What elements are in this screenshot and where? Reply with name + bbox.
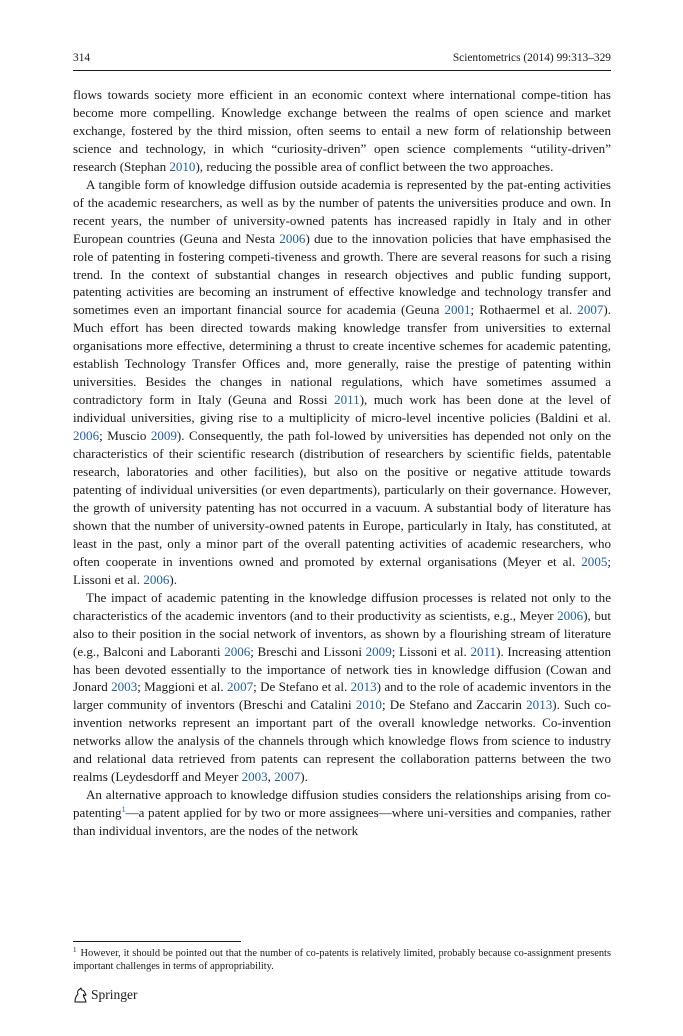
publisher-name: Springer bbox=[91, 987, 138, 1002]
text-run: ; Maggioni et al. bbox=[137, 679, 228, 695]
text-run: ), much work has been done at the level of individual universities, giving rise to a multiplicity of micro-level incentive policies (Baldini et al. bbox=[73, 392, 611, 426]
text-run: ), reducing the possible area of conflict between the two approaches. bbox=[195, 158, 554, 174]
citation-link[interactable]: 2011 bbox=[470, 643, 497, 659]
text-run: ). Consequently, the path fol-lowed by universities has depended not only on the characteristics of their scientific research (distribution of researchers by scientific fields, patentable research, laboratories and other facilities), but also on the positive or negative attitude towards patenting of individual universities (or even departments), particularly on their governance. However, the growth of university patenting has not occurred in a vacuum. A substantial body of literature has shown that the number of university-owned patents in Europe, particularly in Italy, has constituted, at least in the past, only a minor part of the overall patenting activities of academic researchers, who often cooperate in inventions owned and promoted by external organisations (Meyer et al. bbox=[73, 428, 612, 569]
text-run: ). Such co-invention networks represent an important part of the overall knowledge networks. Co-invention networks allow the analysis of the channels through which knowledge flows from science to industry and relational data retrieved from patents can represent the collaboration patterns between the two realms (Leydesdorff and Meyer bbox=[73, 697, 612, 785]
text-run: —a patent applied for by two or more assignees—where uni-versities and companies, rather than individual inventors, are the nodes of the network bbox=[73, 805, 611, 839]
text-run: , bbox=[267, 769, 275, 785]
footnote-mark: 1 bbox=[73, 946, 77, 954]
text-run: An alternative approach to knowledge diffusion studies considers the relationships arising from co-patenting bbox=[73, 787, 611, 821]
citation-link[interactable]: 2009 bbox=[365, 643, 392, 659]
header-rule bbox=[73, 70, 611, 71]
citation-link[interactable]: 2007 bbox=[577, 302, 604, 318]
citation-link[interactable]: 2006 bbox=[73, 428, 100, 444]
text-run: ). bbox=[300, 769, 308, 785]
footnote bbox=[73, 947, 611, 973]
text-run: ). Much effort has been directed towards making knowledge transfer from universities to external organisations more effective, determining a thrust to create incentive schemes for academic patenting, establish Technology Transfer Offices and, more generally, raise the prestige of patenting within universities. Besides the changes in national regulations, which have sometimes assumed a contradictory form in Italy (Geuna and Rossi bbox=[73, 302, 611, 408]
text-run: ) due to the innovation policies that have emphasised the role of patenting in fostering competi-tiveness and growth. There are several reasons for such a rising trend. In the context of substantial changes in research objectives and public funding support, patenting activities are becoming an instrument of effective knowledge and technology transfer and sometimes even an important financial source for academia (Geuna bbox=[73, 230, 611, 318]
paragraph-1 bbox=[73, 86, 611, 176]
citation-link[interactable]: 2005 bbox=[581, 553, 608, 569]
citation-link[interactable]: 2013 bbox=[350, 679, 377, 695]
citation-link[interactable]: 2007 bbox=[274, 769, 301, 785]
footnote-reference[interactable]: 1 bbox=[121, 805, 126, 815]
citation-link[interactable]: 2006 bbox=[557, 607, 584, 623]
text-run: ; Rothaermel et al. bbox=[470, 302, 578, 318]
citation-link[interactable]: 2006 bbox=[279, 230, 306, 246]
citation-link[interactable]: 2001 bbox=[444, 302, 471, 318]
publisher-logo bbox=[73, 985, 138, 1005]
text-run: ; Lissoni et al. bbox=[73, 553, 611, 587]
text-run: ; Muscio bbox=[99, 428, 151, 444]
citation-link[interactable]: 2003 bbox=[111, 679, 138, 695]
citation-link[interactable]: 2003 bbox=[241, 769, 268, 785]
citation-link[interactable]: 2010 bbox=[355, 697, 382, 713]
text-run: ). bbox=[169, 571, 178, 587]
body-text bbox=[73, 86, 611, 840]
paragraph-4 bbox=[73, 786, 611, 840]
paragraph-2 bbox=[73, 176, 611, 589]
citation-link[interactable]: 2013 bbox=[526, 697, 553, 713]
paragraph-3 bbox=[73, 589, 611, 786]
text-run: flows towards society more efficient in an economic context where international compe-tition has become more compelling. Knowledge exchange between the realms of open science and market exchange, fostered by the third mission, often seems to entail a new form of relationship between science and technology, in which “curiosity-driven” open science complements “utility-driven” research (Stephan bbox=[73, 87, 611, 174]
journal-citation: Scientometrics (2014) 99:313–329 bbox=[452, 52, 611, 64]
text-run: A tangible form of knowledge diffusion outside academia is represented by the pat-enting activities of the academic researchers, as well as by the number of patents the universities produce and own. In recent years, the number of university-owned patents has increased rapidly in Italy and in other European countries (Geuna and Nesta bbox=[73, 176, 611, 246]
text-run: ) and to the role of academic inventors in the larger community of inventors (Breschi and Catalini bbox=[73, 679, 612, 713]
springer-horse-icon bbox=[73, 987, 88, 1004]
citation-link[interactable]: 2009 bbox=[150, 428, 177, 444]
footnote-rule bbox=[73, 941, 241, 942]
text-run: The impact of academic patenting in the knowledge diffusion processes is related not only to the characteristics of the academic inventors (and to their productivity as scientists, e.g., Meyer bbox=[73, 589, 611, 623]
text-run: ; Lissoni et al. bbox=[391, 643, 471, 659]
text-run: ). Increasing attention has been devoted essentially to the importance of network ties in knowledge diffusion (Cowan and Jonard bbox=[73, 643, 611, 695]
citation-link[interactable]: 2006 bbox=[143, 571, 170, 587]
citation-link[interactable]: 2010 bbox=[169, 158, 196, 174]
citation-link[interactable]: 2006 bbox=[224, 643, 251, 659]
citation-link[interactable]: 2007 bbox=[227, 679, 254, 695]
text-run: ; Breschi and Lissoni bbox=[250, 643, 366, 659]
running-header bbox=[73, 52, 611, 68]
citation-link[interactable]: 2011 bbox=[334, 392, 360, 408]
footnote-text: However, it should be pointed out that the number of co-patents is relatively limited, probably because co-assignment presents important challenges in terms of appropriability. bbox=[73, 948, 611, 973]
text-run: ; De Stefano and Zaccarin bbox=[381, 697, 527, 713]
text-run: ), but also to their position in the social network of inventors, as shown by a flourishing stream of literature (e.g., Balconi and Laboranti bbox=[73, 607, 611, 659]
page-number: 314 bbox=[73, 52, 91, 64]
text-run: ; De Stefano et al. bbox=[253, 679, 351, 695]
